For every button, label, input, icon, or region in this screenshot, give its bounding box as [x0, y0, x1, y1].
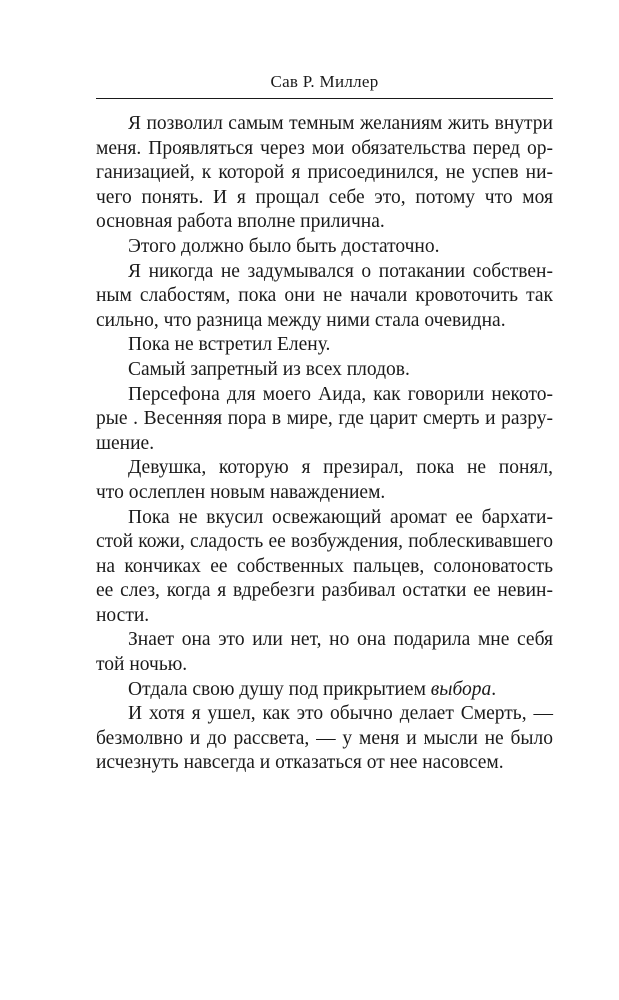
italic-word: выбора	[430, 678, 492, 700]
text-line: Пока не встретил Елену.	[128, 334, 331, 356]
text-line: безмолвно и до рассвета, — у меня и мысли не было	[96, 727, 553, 749]
text-line: Знает она это или нет, но она подарила мне себя	[128, 629, 553, 651]
body-text	[96, 112, 553, 776]
text-line: ности.	[96, 604, 150, 626]
paragraph	[96, 506, 553, 629]
paragraph	[96, 456, 553, 505]
text-line: рые . Весенняя пора в мире, где царит смерть и разру-	[96, 408, 553, 430]
header-rule	[96, 98, 553, 99]
text-line: сильно, что разница между ними стала очевидна.	[96, 309, 506, 331]
text-line: стой кожи, сладость ее возбуждения, поблескивавшего	[96, 531, 553, 553]
text-line: Самый запретный из всех плодов.	[128, 358, 410, 380]
text-line: основная работа вполне прилична.	[96, 211, 385, 233]
text-line: Девушка, которую я презирал, пока не понял,	[128, 457, 553, 479]
text-line	[96, 678, 553, 703]
text-line: Персефона для моего Аида, как говорили некото-	[128, 383, 553, 405]
paragraph	[96, 358, 553, 383]
running-head: Сав Р. Миллер	[270, 72, 379, 91]
text-line: исчезнуть навсегда и отказаться от нее насовсем.	[96, 752, 504, 774]
text-run: .	[491, 678, 497, 700]
paragraph	[96, 678, 553, 703]
text-line: той ночью.	[96, 654, 188, 676]
paragraph	[96, 112, 553, 235]
paragraph	[96, 260, 553, 334]
text-line: меня. Проявляться через мои обязательства перед ор-	[96, 137, 553, 159]
text-line: Я позволил самым темным желаниям жить внутри	[128, 113, 553, 134]
text-line: ее слез, когда я вдребезги разбивал остатки ее невин-	[96, 580, 553, 602]
text-line: на кончиках ее собственных пальцев, солоноватость	[96, 555, 553, 577]
paragraph	[96, 333, 553, 358]
text-line: чего понять. И я прощал себе это, потому что моя	[96, 186, 553, 208]
text-line: что ослеплен новым наваждением.	[96, 481, 386, 503]
paragraph	[96, 383, 553, 457]
paragraph	[96, 235, 553, 260]
text-line: шение.	[96, 432, 155, 454]
text-line: Пока не вкусил освежающий аромат ее бархати-	[128, 506, 553, 528]
paragraph	[96, 702, 553, 776]
text-line: Этого должно было быть достаточно.	[128, 235, 440, 257]
text-line: ным слабостям, пока они не начали кровоточить так	[96, 285, 553, 307]
text-line: ганизацией, к которой я присоединился, не успев ни-	[96, 162, 553, 184]
text-line: Я никогда не задумывался о потакании собствен-	[128, 260, 553, 282]
paragraph	[96, 628, 553, 677]
text-line: И хотя я ушел, как это обычно делает Смерть, —	[128, 703, 553, 725]
text-run: Отдала свою душу под прикрытием	[128, 678, 431, 700]
